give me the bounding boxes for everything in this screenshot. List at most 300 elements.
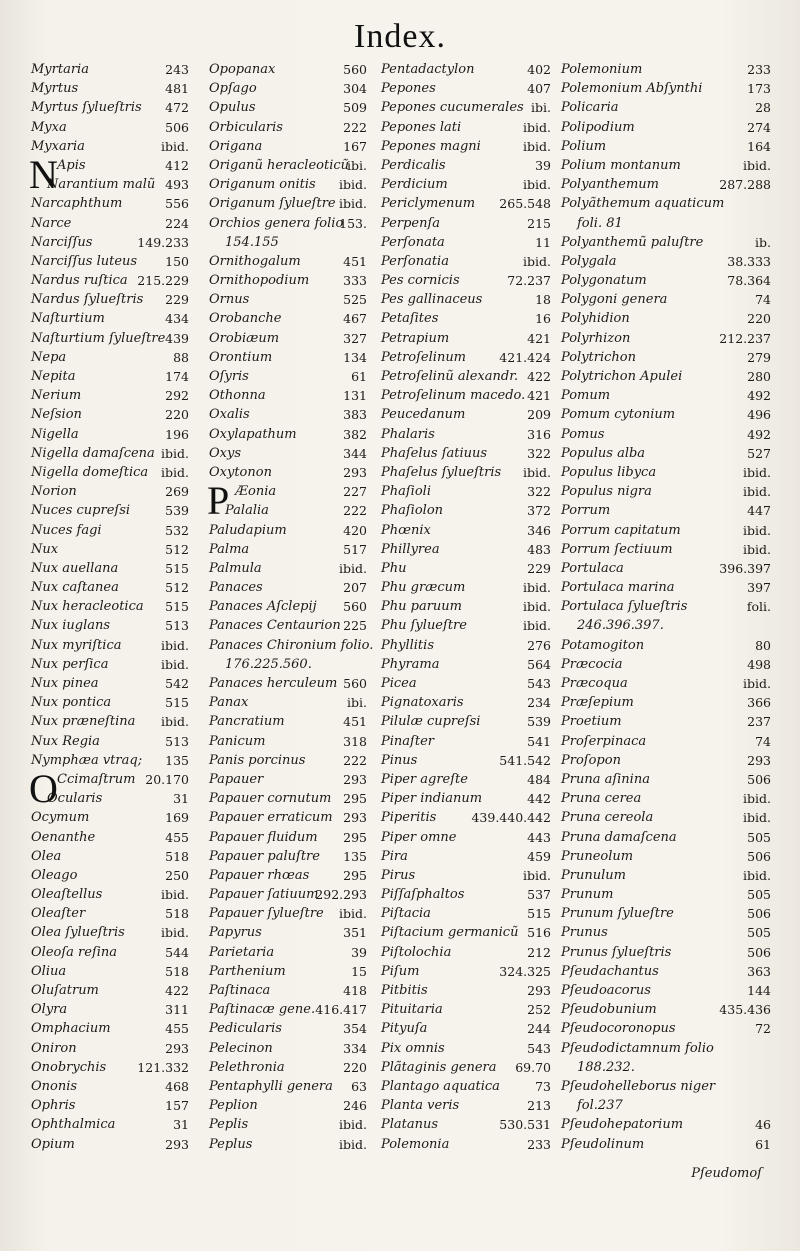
index-entry: [561, 98, 771, 117]
entry-page: 292.293: [315, 887, 367, 903]
entry-page: 537: [527, 887, 551, 903]
entry-term: Piſſaſphaltos: [381, 887, 465, 903]
entry-term: Petroſelinum: [381, 349, 467, 365]
entry-page: 513: [165, 733, 189, 749]
entry-term: Pruneolum: [561, 848, 634, 864]
entry-page: 207: [343, 580, 367, 596]
entry-page: 541: [527, 733, 551, 749]
entry-page: 276: [527, 637, 551, 653]
index-entry: [31, 712, 189, 731]
entry-page: 196: [165, 426, 189, 442]
entry-term: Nuces cupreſsi: [31, 503, 131, 519]
entry-page: 505: [747, 829, 771, 845]
index-entry: [381, 712, 551, 731]
entry-page: 435.436: [719, 1002, 771, 1018]
entry-page: 80: [755, 637, 771, 653]
index-entry: [31, 501, 189, 520]
entry-term: Oxys: [209, 445, 242, 461]
entry-page: 215: [527, 215, 551, 231]
index-entry: [31, 1096, 189, 1115]
entry-term: Ornus: [209, 292, 250, 308]
entry-page: 227: [343, 484, 367, 500]
entry-page: 327: [343, 330, 367, 346]
entry-page: 149.233: [137, 234, 189, 250]
index-entry: [561, 309, 771, 328]
entry-page: ibid.: [161, 887, 189, 903]
entry-page: ibid.: [523, 119, 551, 135]
entry-page: 530.531: [499, 1117, 551, 1133]
entry-term: Apis: [57, 157, 86, 173]
entry-term: foli. 81: [577, 215, 623, 231]
entry-term: Nepa: [31, 349, 67, 365]
entry-term: Opium: [31, 1136, 75, 1152]
index-entry: [209, 60, 367, 79]
entry-page: ibid.: [743, 541, 771, 557]
entry-page: 222: [343, 503, 367, 519]
entry-page: 468: [165, 1078, 189, 1094]
index-entry: [561, 137, 771, 156]
entry-page: 451: [343, 253, 367, 269]
entry-term: Polytrichon: [561, 349, 636, 365]
index-entry: [209, 943, 367, 962]
entry-term: Pepones cucumerales: [381, 100, 524, 116]
entry-page: 220: [747, 311, 771, 327]
entry-page: 311: [165, 1002, 189, 1018]
entry-term: Myxa: [31, 119, 67, 135]
entry-term: Pityuſa: [381, 1021, 428, 1037]
index-entry: [381, 194, 551, 213]
entry-page: 484: [527, 771, 551, 787]
entry-term: Peplion: [209, 1098, 258, 1114]
entry-term: Origanum onitis: [209, 177, 316, 193]
entry-page: 560: [343, 676, 367, 691]
entry-term: 246.396.397.: [577, 618, 664, 634]
entry-term: Perpenſa: [381, 215, 441, 231]
index-entry: [209, 847, 367, 866]
index-entry: [381, 616, 551, 635]
entry-page: ibid.: [161, 445, 189, 461]
entry-term: Piſtacia: [381, 906, 431, 922]
index-entry: [209, 329, 367, 348]
entry-page: 209: [527, 407, 551, 423]
entry-page: 543: [527, 676, 551, 691]
entry-term: Pira: [381, 848, 408, 864]
entry-term: Portulaca ſylueſtris: [561, 599, 688, 615]
entry-page: 421: [527, 388, 551, 404]
index-entry: [31, 578, 189, 597]
entry-term: Nux pinea: [31, 676, 99, 691]
entry-term: Ononis: [31, 1078, 78, 1094]
entry-term: Piper indianum: [381, 791, 483, 807]
index-entry: [381, 1039, 551, 1058]
index-entry: [561, 348, 771, 367]
index-entry: [209, 828, 367, 847]
entry-term: Oleaſtellus: [31, 887, 103, 903]
entry-term: Myrtus: [31, 81, 79, 97]
entry-term: Pomum: [561, 388, 611, 404]
entry-page: 518: [165, 906, 189, 922]
entry-term: Naſturtium ſylueſtre: [31, 330, 166, 346]
entry-term: Pruna damaſcena: [561, 829, 677, 845]
entry-page: 246: [343, 1098, 367, 1114]
entry-term: Prunum: [561, 887, 614, 903]
entry-page: 346: [527, 522, 551, 538]
index-entry: [381, 156, 551, 175]
entry-term: Nux: [31, 541, 59, 557]
entry-term: Omphacium: [31, 1021, 111, 1037]
index-entry: [31, 482, 189, 501]
entry-term: Perdicium: [381, 177, 448, 193]
entry-page: 295: [343, 829, 367, 845]
entry-term: Potamogiton: [561, 637, 645, 653]
entry-page: ibid.: [523, 464, 551, 480]
index-entry: [561, 501, 771, 520]
index-entry: [31, 309, 189, 328]
index-entry: [381, 329, 551, 348]
index-entry: [209, 789, 367, 808]
entry-page: ibid.: [743, 522, 771, 538]
index-entry: [209, 1058, 367, 1077]
entry-term: Pepones magni: [381, 138, 481, 154]
entry-page: 293: [165, 1040, 189, 1056]
entry-page: 18: [535, 292, 551, 308]
initial-letter: O: [29, 765, 58, 811]
index-entry: [31, 655, 189, 674]
entry-page: 39: [535, 157, 551, 173]
entry-term: Pignatoxaris: [381, 695, 464, 711]
entry-page: 144: [747, 983, 771, 998]
index-column-3: [381, 60, 551, 1154]
entry-term: Picea: [381, 676, 417, 691]
index-entry: [209, 521, 367, 540]
index-entry: [381, 578, 551, 597]
entry-term: Pſeudolinum: [561, 1136, 645, 1152]
entry-term: Pituitaria: [381, 1002, 443, 1018]
entry-term: Papyrus: [209, 925, 262, 941]
index-entry: [209, 501, 367, 520]
entry-term: Oniron: [31, 1040, 77, 1056]
entry-term: Pruna cereola: [561, 810, 654, 826]
entry-page: 512: [165, 580, 189, 596]
index-entry: [209, 1135, 367, 1154]
index-entry: [381, 98, 551, 117]
entry-page: 515: [165, 560, 189, 576]
index-entry: [381, 1058, 551, 1077]
entry-page: foli.: [746, 599, 771, 615]
entry-term: Nux caſtanea: [31, 580, 119, 596]
entry-page: 443: [527, 829, 551, 845]
entry-page: ibid.: [523, 177, 551, 193]
entry-page: ibid.: [523, 599, 551, 615]
entry-term: Prunus ſylueſtris: [561, 944, 672, 960]
entry-page: 416.417: [315, 1002, 367, 1018]
index-entry: [381, 386, 551, 405]
index-entry: [381, 636, 551, 655]
entry-term: Narce: [31, 215, 72, 231]
index-entry: [561, 693, 771, 712]
entry-page: 322: [527, 445, 551, 461]
index-entry: [31, 521, 189, 540]
initial-letter: N: [29, 151, 58, 197]
entry-page: 505: [747, 925, 771, 941]
index-column-2: [207, 60, 374, 1154]
entry-page: 293: [165, 1136, 189, 1152]
index-entry: [381, 904, 551, 923]
entry-page: 363: [747, 963, 771, 979]
entry-term: Nux iuglans: [31, 618, 111, 634]
index-entry: [381, 751, 551, 770]
entry-term: Polemonia: [381, 1136, 450, 1152]
entry-term: Phu ſylueſtre: [381, 618, 467, 634]
entry-term: Petroſelinum macedo.: [381, 388, 526, 404]
index-entry: [209, 98, 367, 117]
entry-term: Nymphæa vtraq;: [31, 752, 143, 768]
index-entry: [31, 1135, 189, 1154]
entry-page: 167: [343, 138, 367, 154]
entry-page: 407: [527, 81, 551, 97]
entry-page: 153.: [339, 215, 367, 231]
index-entry: [381, 540, 551, 559]
index-entry: [31, 540, 189, 559]
entry-term: Olyra: [31, 1002, 68, 1018]
entry-page: 506: [747, 906, 771, 922]
entry-page: 252: [527, 1002, 551, 1018]
entry-page: 467: [343, 311, 367, 327]
entry-term: Orobiæum: [209, 330, 280, 346]
entry-page: ibid.: [161, 637, 189, 653]
entry-term: Phyrama: [381, 656, 440, 672]
entry-page: 295: [343, 791, 367, 807]
entry-page: 506: [165, 119, 189, 135]
catchword: Pſeudomoſ: [691, 1166, 762, 1181]
entry-term: Pelethronia: [209, 1059, 285, 1075]
entry-page: ibid.: [743, 791, 771, 807]
entry-term: Polygonatum: [561, 273, 647, 289]
index-entry: [31, 559, 189, 578]
index-entry: [31, 233, 189, 252]
entry-term: Parthenium: [209, 963, 286, 979]
entry-term: Papauer cornutum: [209, 791, 332, 807]
entry-term: Papauer erraticum: [209, 810, 333, 826]
entry-page: 556: [165, 196, 189, 212]
entry-page: 174: [165, 369, 189, 384]
index-entry: [561, 252, 771, 271]
index-entry: [381, 1096, 551, 1115]
entry-page: 121.332: [137, 1059, 189, 1075]
index-entry: [381, 425, 551, 444]
entry-term: Ophthalmica: [31, 1117, 116, 1133]
entry-term: Piperitis: [381, 810, 437, 826]
entry-term: Perſonata: [381, 234, 445, 250]
entry-term: Ccimaſtrum: [57, 771, 136, 787]
index-column-1: [31, 60, 189, 1154]
entry-page: ibid.: [339, 906, 367, 922]
index-entry: [31, 616, 189, 635]
index-entry: [209, 1019, 367, 1038]
entry-term: Pentaphylli genera: [209, 1078, 333, 1094]
index-entry: [209, 405, 367, 424]
entry-page: 215.229: [137, 273, 189, 289]
index-entry: [209, 751, 367, 770]
entry-term: Præcoqua: [561, 676, 628, 691]
index-entry: [31, 405, 189, 424]
entry-term: Panis porcinus: [209, 752, 306, 768]
index-entry: [561, 751, 771, 770]
index-entry: [381, 943, 551, 962]
entry-term: Petaſites: [381, 311, 439, 327]
entry-term: Narciſſus luteus: [31, 253, 138, 269]
index-entry: [209, 367, 367, 386]
entry-page: 506: [747, 848, 771, 864]
entry-page: 564: [527, 656, 551, 672]
entry-term: Nux myriſtica: [31, 637, 122, 653]
entry-term: Polyanthemũ paluſtre: [561, 234, 704, 250]
entry-page: ibid.: [523, 580, 551, 596]
index-entry: [381, 962, 551, 981]
entry-page: ibid.: [161, 656, 189, 672]
entry-term: Polyhidion: [561, 311, 630, 327]
entry-page: 481: [165, 81, 189, 97]
entry-page: 492: [747, 388, 771, 404]
entry-term: Parietaria: [209, 944, 275, 960]
entry-term: Platanus: [381, 1117, 439, 1133]
entry-term: Nigella damaſcena: [31, 445, 155, 461]
entry-page: 447: [747, 503, 771, 519]
entry-page: 344: [343, 445, 367, 461]
entry-term: Phaſioli: [381, 484, 431, 500]
index-entry: [31, 1039, 189, 1058]
index-entry: [31, 1058, 189, 1077]
entry-page: 472: [165, 100, 189, 116]
entry-term: Pix omnis: [381, 1040, 445, 1056]
entry-page: 233: [747, 62, 771, 77]
index-entry: [209, 425, 367, 444]
entry-term: Polium: [561, 138, 607, 154]
index-entry: [561, 482, 771, 501]
entry-page: 544: [165, 944, 189, 960]
entry-page: 516: [527, 925, 551, 941]
entry-page: ibid.: [743, 810, 771, 826]
index-entry: [31, 348, 189, 367]
entry-term: Myxaria: [31, 138, 85, 154]
entry-term: Peplus: [209, 1136, 253, 1152]
index-entry: [31, 329, 189, 348]
index-entry: [381, 233, 551, 252]
entry-page: 293: [343, 810, 367, 826]
index-entry: [561, 578, 771, 597]
entry-term: Origana: [209, 138, 263, 154]
entry-page: 525: [343, 292, 367, 308]
entry-page: 515: [165, 695, 189, 711]
entry-term: Phœnix: [381, 522, 431, 538]
entry-term: Piſtolochia: [381, 944, 452, 960]
entry-term: Phaſiolon: [381, 503, 444, 519]
entry-term: Pinaſter: [381, 733, 434, 749]
index-entry: [209, 175, 367, 194]
entry-term: Pelecinon: [209, 1040, 273, 1056]
entry-term: Populus nigra: [561, 484, 652, 500]
index-entry: [31, 866, 189, 885]
entry-term: Origanum ſylueſtre: [209, 196, 336, 212]
entry-term: Nepita: [31, 369, 76, 384]
index-entry: [561, 636, 771, 655]
index-entry: [209, 636, 374, 655]
entry-page: 434: [165, 311, 189, 327]
entry-page: 244: [527, 1021, 551, 1037]
entry-page: 88: [173, 349, 189, 365]
index-entry: [561, 156, 771, 175]
index-entry: [31, 847, 189, 866]
index-entry: [209, 1096, 367, 1115]
entry-term: Petrapium: [381, 330, 450, 346]
index-entry: [561, 118, 771, 137]
entry-page: ibi.: [531, 100, 551, 116]
index-entry: [561, 712, 771, 731]
index-entry: [561, 1096, 771, 1115]
entry-page: ibid.: [743, 867, 771, 883]
entry-term: Nux præneſtina: [31, 714, 136, 730]
entry-term: Oleoſa reſina: [31, 944, 118, 960]
entry-term: Opopanax: [209, 62, 276, 77]
index-entry: [561, 425, 771, 444]
entry-term: Pinus: [381, 752, 418, 768]
entry-term: Peucedanum: [381, 407, 466, 423]
entry-page: 220: [165, 407, 189, 423]
index-entry: [381, 828, 551, 847]
index-entry: [31, 636, 189, 655]
index-entry: [561, 770, 771, 789]
index-entry: [561, 616, 771, 635]
entry-page: 212.237: [719, 330, 771, 346]
entry-page: 225: [343, 618, 367, 634]
entry-term: Myrtus ſylueſtris: [31, 100, 142, 116]
entry-page: 157: [165, 1098, 189, 1114]
entry-term: Plãtaginis genera: [381, 1059, 497, 1075]
index-entry: [31, 1077, 189, 1096]
index-entry: [209, 559, 367, 578]
entry-page: 402: [527, 62, 551, 77]
entry-term: Pſeudodictamnum folio: [561, 1040, 714, 1056]
entry-term: Nux auellana: [31, 560, 119, 576]
entry-term: Panax: [209, 695, 249, 711]
index-entry: [209, 904, 367, 923]
index-entry: [561, 1115, 771, 1134]
entry-page: 173: [747, 81, 771, 97]
index-entry: [209, 712, 367, 731]
entry-page: ibid.: [523, 867, 551, 883]
entry-term: Prunus: [561, 925, 608, 941]
entry-term: Nux perſica: [31, 656, 109, 672]
index-entry: [381, 1000, 551, 1019]
index-entry: [31, 425, 189, 444]
index-entry: [209, 463, 367, 482]
entry-term: Polyrhizon: [561, 330, 631, 346]
entry-term: Oxytonon: [209, 464, 272, 480]
entry-page: 293: [527, 983, 551, 998]
entry-page: 28: [755, 100, 771, 116]
entry-term: Oenanthe: [31, 829, 96, 845]
entry-page: 243: [165, 62, 189, 77]
entry-page: 496: [747, 407, 771, 423]
entry-page: 515: [527, 906, 551, 922]
index-entry: [31, 1019, 189, 1038]
entry-term: Paſtinacæ gene.: [209, 1002, 316, 1018]
entry-term: Piper agreſte: [381, 771, 468, 787]
index-entry: [381, 348, 551, 367]
entry-term: Nerium: [31, 388, 82, 404]
entry-page: 532: [165, 522, 189, 538]
index-entry: [561, 444, 771, 463]
